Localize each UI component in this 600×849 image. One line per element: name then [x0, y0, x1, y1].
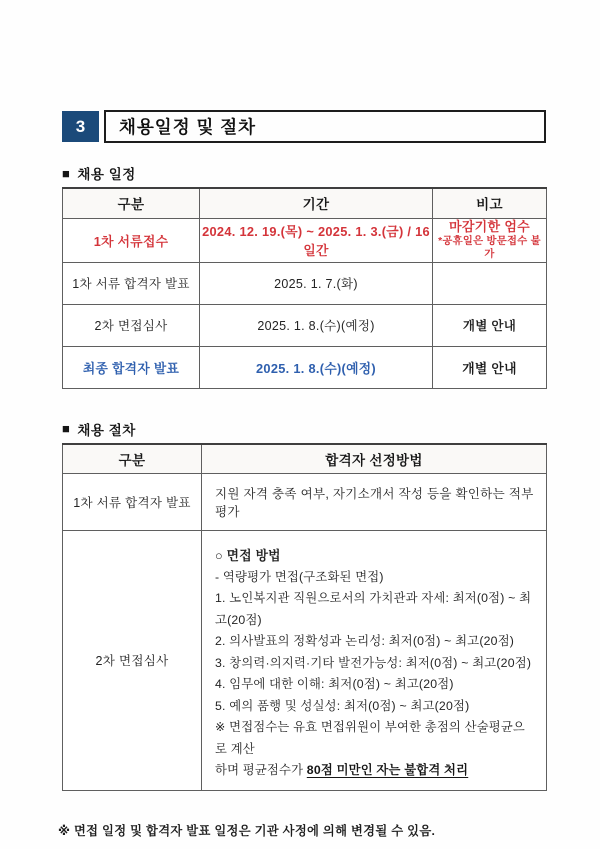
interview-method-line: - 역량평가 면접(구조화된 면접) [215, 569, 384, 584]
interview-method-line: 4. 임무에 대한 이해: 최저(0점) ~ 최고(20점) [215, 677, 454, 691]
note-cell: 개별 안내 [433, 346, 547, 388]
schedule-row-document-result [63, 262, 547, 304]
header-cell-note: 비고 [433, 188, 547, 218]
square-bullet-icon: ■ [62, 165, 71, 181]
category-cell: 2차 면접심사 [63, 531, 202, 791]
title-bar [62, 110, 546, 143]
fail-threshold-emphasis: 80점 미만인 자는 불합격 처리 [306, 763, 469, 777]
header-cell-category: 구분 [63, 444, 202, 474]
procedure-section-heading [62, 419, 546, 439]
interview-method-title: ○ 면접 방법 [215, 548, 281, 563]
period-cell: 2024. 12. 19.(목) ~ 2025. 1. 3.(금) / 16일간 [200, 218, 433, 262]
interview-scoring-note-line2 [215, 760, 536, 782]
category-cell: 1차 서류 합격자 발표 [63, 474, 202, 531]
note-sub-text: *공휴일은 방문접수 불가 [438, 235, 541, 261]
interview-scoring-note-line1: ※ 면접점수는 유효 면접위원이 부여한 총점의 산술평균으로 계산 [215, 720, 526, 756]
footer-note: ※ 면접 일정 및 합격자 발표 일정은 기관 사정에 의해 변경될 수 있음. [58, 823, 436, 838]
schedule-row-document-submission [63, 218, 547, 262]
procedure-heading-label: 채용 절차 [77, 422, 136, 438]
note-cell [433, 262, 547, 304]
procedure-row-document-screening [63, 474, 547, 531]
section-title-box [104, 110, 546, 143]
page-title: 채용일정 및 절차 [119, 117, 257, 137]
note-cell: 개별 안내 [433, 304, 547, 346]
schedule-table [62, 187, 547, 389]
section-number: 3 [75, 116, 86, 136]
interview-method-line: 3. 창의력·의지력·기타 발전가능성: 최저(0점) ~ 최고(20점) [215, 655, 532, 670]
interview-method-line: 5. 예의 품행 및 성실성: 최저(0점) ~ 최고(20점) [215, 698, 470, 713]
schedule-row-interview [63, 304, 547, 346]
method-cell: 지원 자격 충족 여부, 자기소개서 작성 등을 확인하는 적부 평가 [202, 474, 547, 531]
schedule-row-final-result [63, 346, 547, 388]
header-cell-category: 구분 [63, 188, 200, 218]
schedule-section-heading [62, 163, 546, 183]
square-bullet-icon: ■ [62, 421, 71, 436]
procedure-table-header-row [63, 444, 547, 474]
interview-method-line: 1. 노인복지관 직원으로서의 가치관과 자세: 최저(0점) ~ 최고(20점) [215, 591, 532, 627]
category-cell: 1차 서류 합격자 발표 [63, 262, 200, 304]
scoring-note-prefix: 하며 평균점수가 [215, 763, 307, 777]
section-number-badge [62, 111, 99, 142]
header-cell-method: 합격자 선정방법 [202, 444, 547, 474]
period-cell: 2025. 1. 7.(화) [200, 262, 433, 304]
category-cell: 최종 합격자 발표 [63, 346, 200, 388]
schedule-heading-label: 채용 일정 [77, 167, 136, 182]
header-cell-period: 기간 [200, 188, 433, 218]
period-cell: 2025. 1. 8.(수)(예정) [200, 304, 433, 346]
procedure-row-interview [63, 531, 547, 791]
interview-method-cell [202, 531, 547, 791]
document-content [58, 110, 546, 839]
schedule-table-header-row [63, 188, 547, 218]
category-cell: 1차 서류접수 [63, 218, 200, 262]
note-cell [433, 218, 547, 262]
interview-method-line: 2. 의사발표의 정확성과 논리성: 최저(0점) ~ 최고(20점) [215, 634, 515, 648]
period-cell: 2025. 1. 8.(수)(예정) [200, 346, 433, 388]
procedure-table [62, 443, 547, 791]
category-cell: 2차 면접심사 [63, 304, 200, 346]
note-main-text: 마감기한 엄수 [448, 218, 531, 234]
